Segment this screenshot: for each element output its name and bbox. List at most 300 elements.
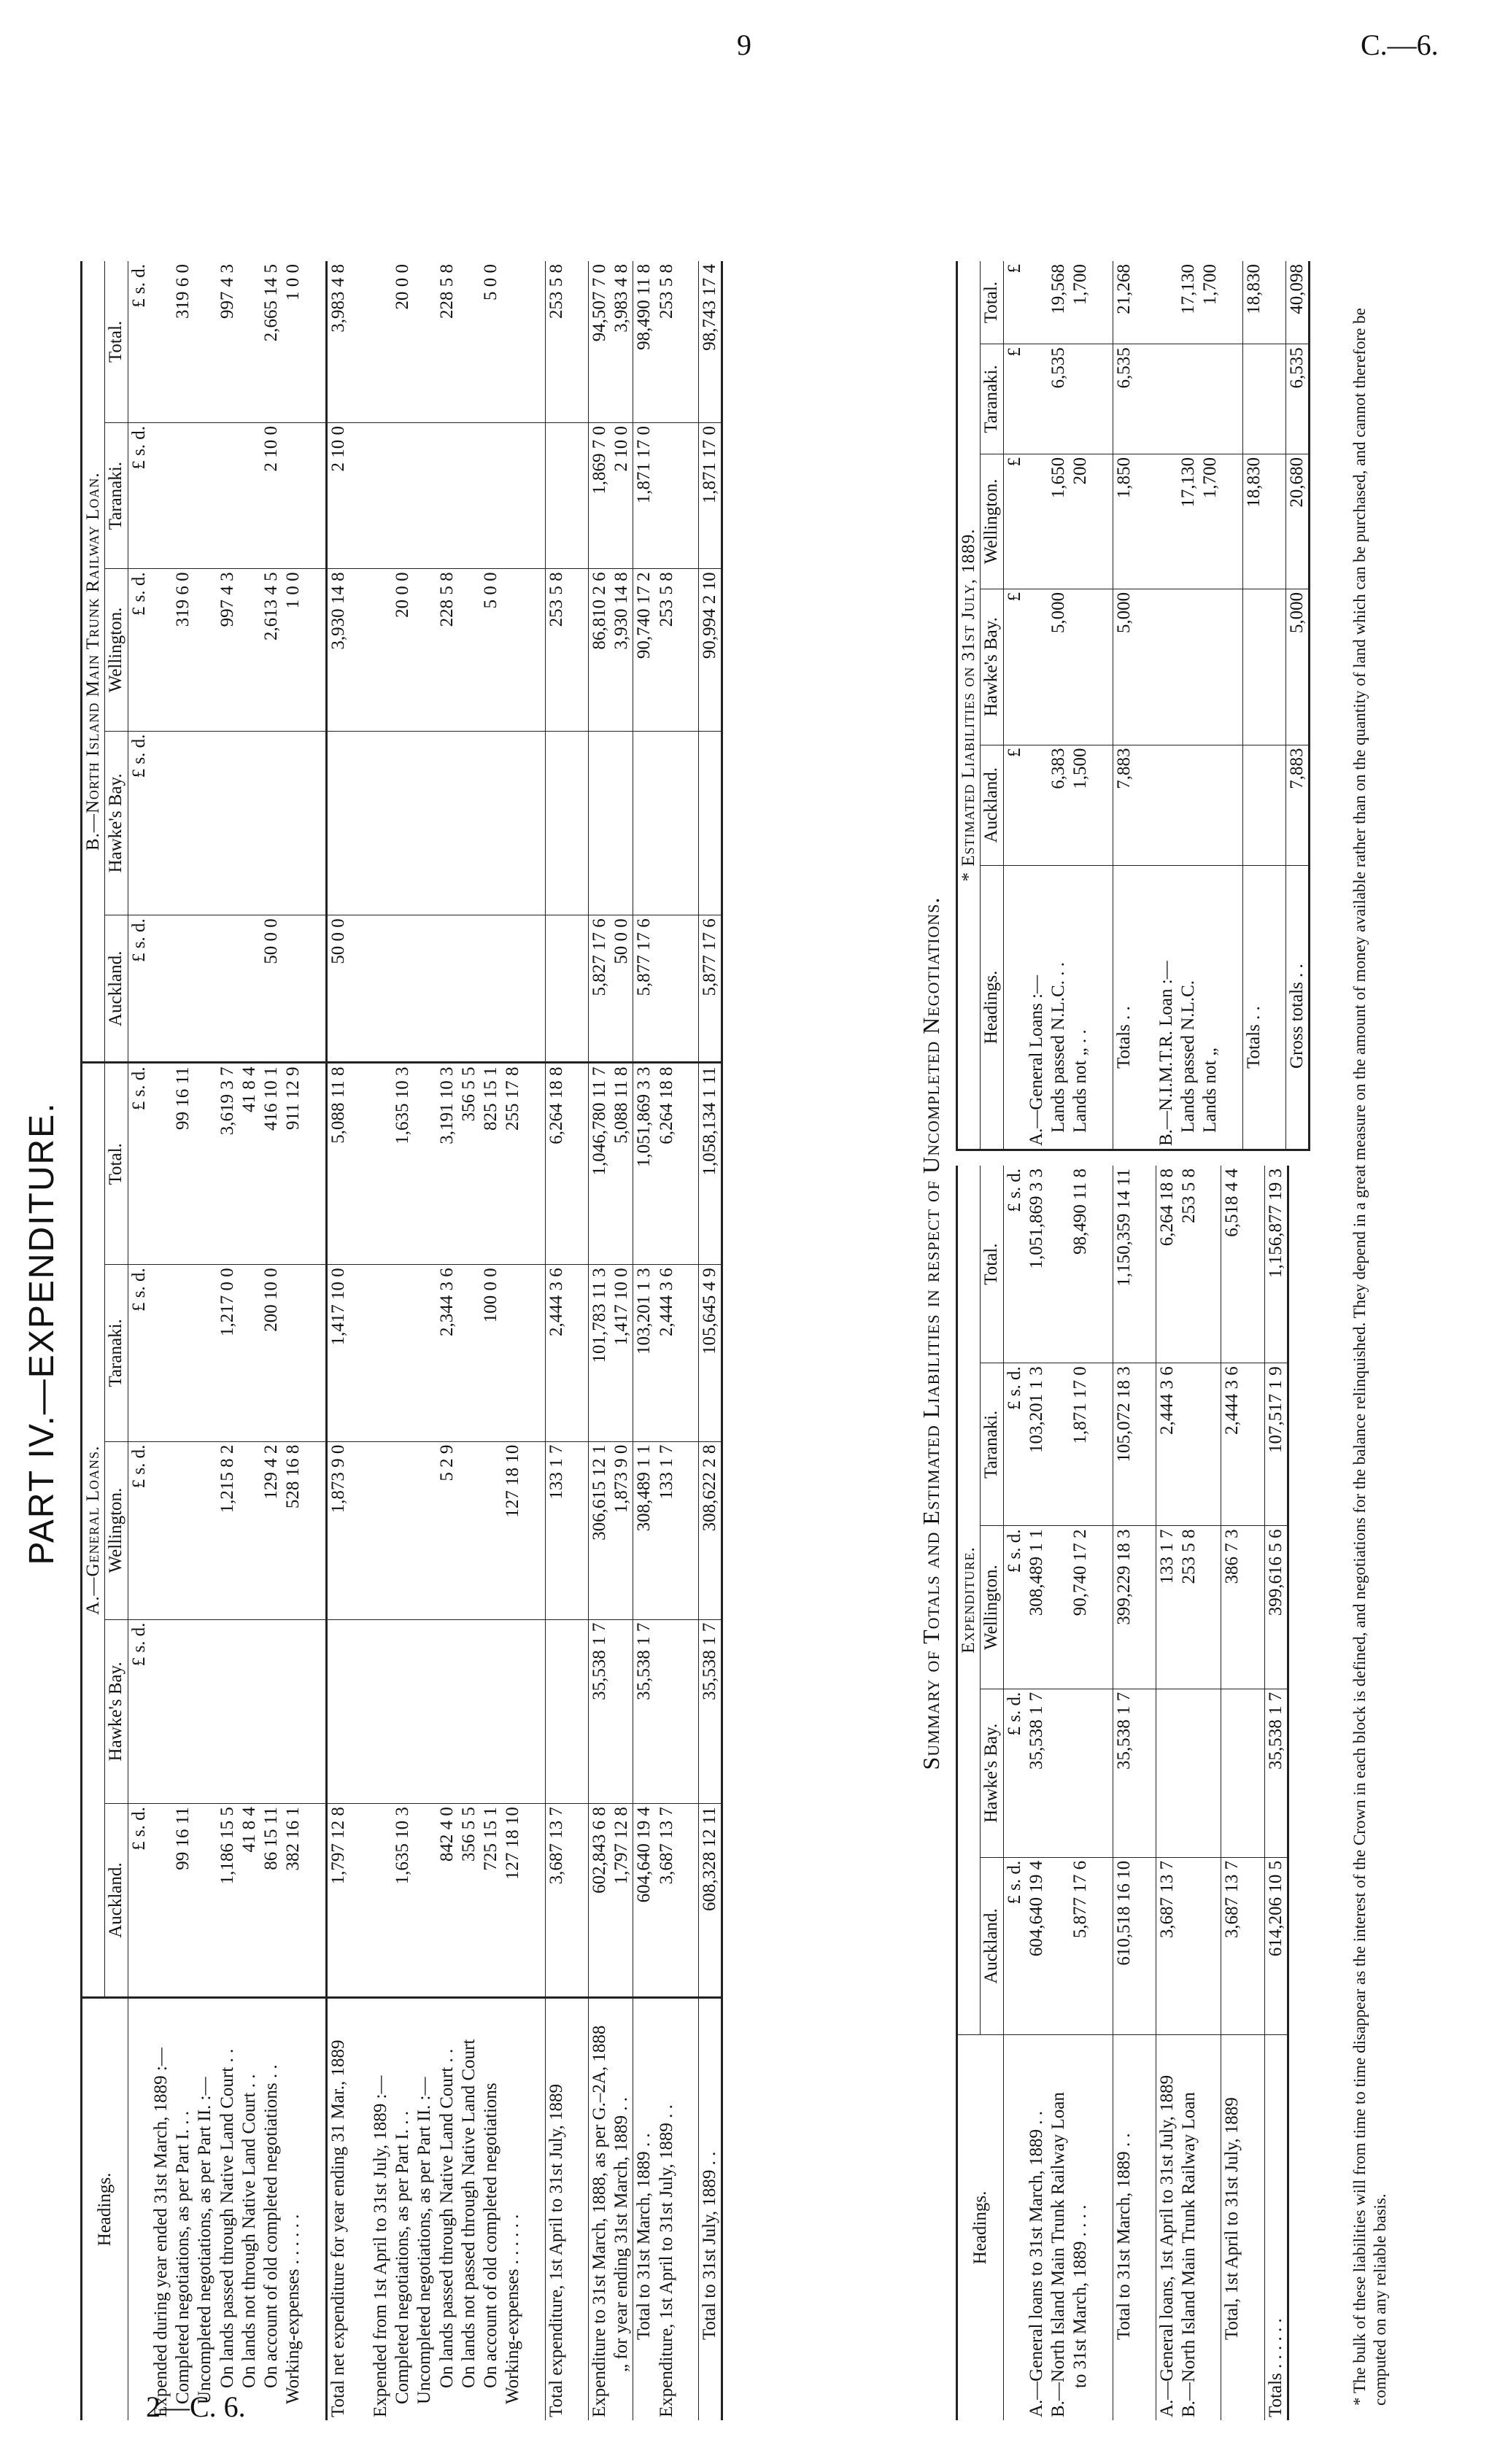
value-cell: 20 0 0 (392, 261, 414, 422)
spacer-cell (349, 569, 370, 731)
value-cell: 1,871 17 0 (698, 422, 722, 568)
value-cell: 386 7 3 (1221, 1526, 1244, 1689)
value-cell: 1 0 0 (282, 261, 304, 422)
table-row (633, 261, 656, 2420)
row-heading: Completed negotiations, as per Part I. . . (393, 2110, 412, 2404)
row-heading: A.—General loans to 31st March, 1889 . . (1026, 2110, 1046, 2417)
row-heading: Lands not „ . . (1070, 1029, 1091, 1133)
column-header-a-2: Wellington. (105, 1441, 128, 1619)
value-cell (392, 1265, 414, 1441)
spacer-cell (349, 1265, 370, 1441)
group-header-row (82, 261, 105, 2420)
row-heading: On account of old completed negotiations . . (261, 2064, 281, 2388)
liabilities-headings-header: Headings. (981, 970, 1002, 1045)
value-cell (480, 915, 502, 1063)
value-cell: 2,665 14 5 (260, 261, 282, 422)
row-heading: Working-expenses . . . . . . (503, 2214, 523, 2404)
row-heading: Total, 1st April to 31st July, 1889 (1222, 2097, 1242, 2340)
value-cell: 6,535 (1285, 344, 1309, 454)
value-cell (1070, 589, 1091, 745)
value-cell: 3,930 14 8 (611, 569, 633, 731)
value-cell (1048, 1689, 1070, 1857)
value-cell (260, 1619, 282, 1804)
table-row (1178, 1166, 1200, 2420)
row-heading: Total net expenditure for year ending 31 Mar., 1889 (328, 2039, 348, 2417)
spacer-cell (568, 422, 589, 568)
value-cell: 911 12 9 (282, 1063, 304, 1265)
column-header-a-0: Auckland. (105, 1804, 128, 1998)
table-row (1264, 1166, 1288, 2420)
value-cell (414, 915, 436, 1063)
table-row (1070, 261, 1091, 1150)
spacer-cell (1200, 1689, 1221, 1857)
value-cell (392, 731, 414, 915)
value-cell: 5,088 11 8 (326, 1063, 349, 1265)
value-cell: 604,640 19 4 (1026, 1857, 1048, 2034)
column-header-a-3: Taranaki. (105, 1265, 128, 1441)
value-cell: 133 1 7 (545, 1441, 568, 1619)
value-cell: 50 0 0 (611, 915, 633, 1063)
value-cell: 1,215 8 2 (217, 1441, 239, 1619)
value-cell (1048, 1363, 1070, 1526)
row-heading: B.—N.I.M.T.R. Loan :— (1156, 961, 1176, 1146)
value-cell (370, 569, 392, 731)
spacer-row (349, 261, 370, 2420)
value-cell (370, 261, 392, 422)
value-cell (239, 915, 260, 1063)
value-cell (502, 261, 524, 422)
spacer-cell (1092, 344, 1113, 454)
value-cell (458, 731, 480, 915)
value-cell: 35,538 1 7 (1264, 1689, 1288, 1857)
value-cell: 825 15 1 (480, 1063, 502, 1265)
unit-label: £ s. d. (128, 1804, 150, 1998)
value-cell: 6,264 18 8 (1156, 1166, 1178, 1363)
value-cell: 5,000 (1048, 589, 1070, 745)
value-cell: 1,417 10 0 (611, 1265, 633, 1441)
value-cell: 18,830 (1242, 261, 1265, 344)
value-cell (194, 422, 216, 568)
spacer-cell (678, 1619, 699, 1804)
doc-reference-bottom: 2—C. 6. (146, 2390, 246, 2423)
row-heading: On lands not passed through Native Land Court (458, 2039, 479, 2388)
value-cell (502, 422, 524, 568)
value-cell (370, 1804, 392, 1998)
spacer-cell (305, 261, 327, 422)
value-cell (414, 731, 436, 915)
spacer-cell (1222, 745, 1243, 865)
value-cell (1156, 745, 1178, 865)
table-row (194, 261, 216, 2420)
value-cell (194, 1804, 216, 1998)
value-cell: 5 0 0 (480, 261, 502, 422)
row-heading: On lands passed through Native Land Court . . (217, 2048, 237, 2388)
spacer-cell (1222, 589, 1243, 745)
page-title: PART IV.—EXPENDITURE. (23, 1101, 61, 1565)
row-heading: A.—General loans, 1st April to 31st July, 1889 (1156, 2074, 1177, 2417)
value-cell: 1,058,134 1 11 (698, 1063, 722, 1265)
value-cell: 105,645 4 9 (698, 1265, 722, 1441)
value-cell (260, 731, 282, 915)
value-cell (1048, 1857, 1070, 2034)
value-cell (436, 731, 458, 915)
value-cell (194, 1619, 216, 1804)
value-cell (194, 1441, 216, 1619)
summary-column-header: Total. (981, 1166, 1003, 1363)
value-cell (282, 1619, 304, 1804)
value-cell (1156, 454, 1178, 589)
table-row (217, 261, 239, 2420)
table-row (1026, 1166, 1048, 2420)
liabilities-column-header-row (981, 261, 1003, 1150)
table-row (1156, 261, 1178, 1150)
spacer-cell (349, 731, 370, 915)
spacer-cell (678, 1441, 699, 1619)
value-cell: 253 5 8 (656, 261, 678, 422)
spacer-row (1135, 1166, 1156, 2420)
value-cell (458, 261, 480, 422)
spacer-cell (1200, 1166, 1221, 1363)
spacer-cell (1244, 2035, 1265, 2421)
spacer-cell (1244, 1166, 1265, 1363)
value-cell: 1,873 9 0 (611, 1441, 633, 1619)
spacer-cell (1092, 1857, 1113, 2034)
unit-label: £ s. d. (128, 731, 150, 915)
value-cell (414, 1804, 436, 1998)
spacer-cell (1200, 1526, 1221, 1689)
value-cell: 5,877 17 6 (698, 915, 722, 1063)
row-heading: Totals . . (1113, 1006, 1134, 1069)
value-cell (458, 1619, 480, 1804)
value-cell (1026, 454, 1048, 589)
spacer-cell (305, 1804, 327, 1998)
value-cell: 18,830 (1242, 454, 1265, 589)
value-cell: 3,191 10 3 (436, 1063, 458, 1265)
table-row (656, 261, 678, 2420)
value-cell (1242, 589, 1265, 745)
spacer-row (1200, 1166, 1221, 2420)
unit-spacer (1003, 866, 1026, 1150)
value-cell (1178, 1363, 1200, 1526)
spacer-cell (568, 731, 589, 915)
value-cell: 253 5 8 (656, 569, 678, 731)
value-cell (1199, 344, 1221, 454)
spacer-cell (568, 569, 589, 731)
unit-label: £ s. d. (128, 261, 150, 422)
row-heading: On lands not through Native Land Court . . (239, 2074, 259, 2388)
value-cell (1242, 745, 1265, 865)
value-cell: 90,740 17 2 (633, 569, 656, 731)
liabilities-group-header-row (957, 261, 981, 1150)
value-cell: 602,843 6 8 (588, 1804, 611, 1998)
spacer-cell (1135, 1689, 1156, 1857)
unit-spacer (128, 1998, 150, 2421)
spacer-cell (1092, 2035, 1113, 2421)
value-cell: 6,518 4 4 (1221, 1166, 1244, 1363)
table-row (1178, 261, 1199, 1150)
table-row (588, 261, 611, 2420)
row-heading: Expenditure to 31st March, 1888, as per G.–2A, 1888 (589, 2025, 609, 2417)
value-cell (1026, 261, 1048, 344)
spacer-cell (349, 261, 370, 422)
row-heading: Uncompleted negotiations, as per Part II. :— (414, 2077, 435, 2404)
value-cell: 399,616 5 6 (1264, 1526, 1288, 1689)
spacer-cell (678, 1265, 699, 1441)
unit-label: £ (1003, 454, 1026, 589)
value-cell: 40,098 (1285, 261, 1309, 344)
value-cell (633, 731, 656, 915)
value-cell (1070, 1689, 1091, 1857)
spacer-cell (525, 1441, 546, 1619)
spacer-cell (568, 1619, 589, 1804)
spacer-cell (1092, 454, 1113, 589)
value-cell: 1,186 15 5 (217, 1804, 239, 1998)
estimated-liabilities-table (956, 261, 1310, 1151)
value-cell: 356 5 5 (458, 1804, 480, 1998)
value-cell (458, 1265, 480, 1441)
value-cell: 5,000 (1285, 589, 1309, 745)
unit-label: £ s. d. (1003, 1166, 1026, 1363)
value-cell (656, 731, 678, 915)
spacer-cell (568, 1441, 589, 1619)
value-cell (1156, 1689, 1178, 1857)
value-cell (370, 422, 392, 568)
value-cell: 5 2 9 (436, 1441, 458, 1619)
table-row (502, 261, 524, 2420)
spacer-cell (568, 261, 589, 422)
value-cell: 306,615 12 1 (588, 1441, 611, 1619)
value-cell (239, 569, 260, 731)
value-cell: 20 0 0 (392, 569, 414, 731)
spacer-row (1244, 1166, 1265, 2420)
spacer-row (1135, 261, 1156, 1150)
column-header-a-1: Hawke's Bay. (105, 1619, 128, 1804)
spacer-cell (1092, 1363, 1113, 1526)
spacer-cell (525, 915, 546, 1063)
value-cell (480, 1441, 502, 1619)
value-cell: 1,869 7 0 (588, 422, 611, 568)
value-cell: 997 4 3 (217, 261, 239, 422)
value-cell: 99 16 11 (172, 1804, 194, 1998)
spacer-cell (305, 422, 327, 568)
spacer-cell (525, 1619, 546, 1804)
spacer-cell (568, 1265, 589, 1441)
value-cell: 528 16 8 (282, 1441, 304, 1619)
value-cell (172, 915, 194, 1063)
value-cell (370, 1063, 392, 1265)
value-cell (611, 731, 633, 915)
spacer-cell (1135, 454, 1156, 589)
value-cell (656, 915, 678, 1063)
value-cell (1026, 589, 1048, 745)
value-cell (217, 422, 239, 568)
value-cell (1242, 344, 1265, 454)
value-cell (1221, 1689, 1244, 1857)
value-cell (436, 915, 458, 1063)
unit-label: £ (1003, 261, 1026, 344)
spacer-cell (349, 1063, 370, 1265)
summary-column-header: Auckland. (981, 1857, 1003, 2034)
value-cell: 253 5 8 (545, 569, 568, 731)
spacer-cell (525, 261, 546, 422)
spacer-row (568, 261, 589, 2420)
value-cell (150, 1265, 172, 1441)
value-cell (1199, 589, 1221, 745)
summary-body (1003, 1166, 1288, 2420)
value-cell: 610,518 16 10 (1113, 1857, 1135, 2034)
table-row (1048, 1166, 1070, 2420)
value-cell (502, 1265, 524, 1441)
spacer-cell (1222, 866, 1243, 1150)
value-cell (414, 1441, 436, 1619)
page-number: 9 (737, 28, 751, 61)
spacer-cell (678, 1998, 699, 2421)
unit-row (1003, 1166, 1026, 2420)
value-cell: 2,613 4 5 (260, 569, 282, 731)
value-cell: 1,850 (1113, 454, 1135, 589)
value-cell: 98,743 17 4 (698, 261, 722, 422)
value-cell (217, 915, 239, 1063)
value-cell: 6,535 (1113, 344, 1135, 454)
table-row (436, 261, 458, 2420)
value-cell: 253 5 8 (1178, 1166, 1200, 1363)
liabilities-column-header: Auckland. (981, 745, 1003, 865)
value-cell (194, 915, 216, 1063)
value-cell (239, 731, 260, 915)
value-cell: 99 16 11 (172, 1063, 194, 1265)
value-cell: 3,983 4 8 (326, 261, 349, 422)
table-row (1221, 1166, 1244, 2420)
value-cell (194, 569, 216, 731)
row-heading: Totals . . . . . . (1265, 2318, 1285, 2417)
value-cell (370, 1265, 392, 1441)
value-cell: 228 5 8 (436, 569, 458, 731)
spacer-cell (305, 569, 327, 731)
value-cell: 3,687 13 7 (1221, 1857, 1244, 2034)
value-cell: 2 10 0 (260, 422, 282, 568)
value-cell (414, 1265, 436, 1441)
spacer-cell (1135, 261, 1156, 344)
value-cell: 1,650 (1048, 454, 1070, 589)
value-cell: 1,156,877 19 3 (1264, 1166, 1288, 1363)
table-row (1242, 261, 1265, 1150)
unit-label: £ (1003, 745, 1026, 865)
value-cell: 1,217 0 0 (217, 1265, 239, 1441)
column-header-b-3: Taranaki. (105, 422, 128, 568)
expenditure-table (80, 261, 723, 2420)
value-cell (1178, 745, 1199, 865)
unit-label: £ s. d. (128, 422, 150, 568)
value-cell (194, 1265, 216, 1441)
value-cell (414, 422, 436, 568)
value-cell (172, 422, 194, 568)
value-cell: 21,268 (1113, 261, 1135, 344)
table-row (1113, 261, 1135, 1150)
unit-label: £ s. d. (128, 1619, 150, 1804)
spacer-row (525, 261, 546, 2420)
value-cell: 94,507 7 0 (588, 261, 611, 422)
value-cell (370, 1619, 392, 1804)
value-cell: 17,130 (1178, 454, 1199, 589)
value-cell: 90,994 2 10 (698, 569, 722, 731)
value-cell (1156, 589, 1178, 745)
value-cell (698, 731, 722, 915)
value-cell (436, 422, 458, 568)
spacer-row (1222, 261, 1243, 1150)
value-cell: 50 0 0 (260, 915, 282, 1063)
table-row (698, 261, 722, 2420)
value-cell (150, 1441, 172, 1619)
value-cell (194, 1063, 216, 1265)
value-cell: 19,568 (1048, 261, 1070, 344)
value-cell: 6,535 (1048, 344, 1070, 454)
value-cell (392, 1441, 414, 1619)
spacer-cell (568, 1998, 589, 2421)
spacer-cell (678, 731, 699, 915)
table-row (1026, 261, 1048, 1150)
unit-label: £ s. d. (1003, 1526, 1026, 1689)
spacer-cell (349, 915, 370, 1063)
row-heading: Total expenditure, 1st April to 31st July, 1889 (546, 2083, 566, 2417)
value-cell: 133 1 7 (656, 1441, 678, 1619)
value-cell (588, 731, 611, 915)
value-cell (502, 731, 524, 915)
spacer-cell (1200, 1363, 1221, 1526)
table-row (370, 261, 392, 2420)
row-heading: „ for year ending 31st March, 1889 . . (611, 2097, 631, 2372)
spacer-cell (305, 1619, 327, 1804)
rotated-page (0, 203, 1437, 2464)
value-cell: 2,444 3 6 (1156, 1363, 1178, 1526)
value-cell (370, 915, 392, 1063)
spacer-cell (1265, 589, 1286, 745)
row-heading: Gross totals . . (1286, 964, 1307, 1069)
spacer-cell (568, 1804, 589, 1998)
spacer-cell (1265, 261, 1286, 344)
value-cell: 86 15 11 (260, 1804, 282, 1998)
value-cell: 5,000 (1113, 589, 1135, 745)
summary-title: Summary of Totals and Estimated Liabilities in respect of Uncompleted Negotiations. (918, 896, 944, 1770)
unit-spacer (1003, 2035, 1026, 2421)
expenditure-body (128, 261, 722, 2420)
value-cell (150, 731, 172, 915)
table-row (1156, 1166, 1178, 2420)
unit-label: £ s. d. (1003, 1689, 1026, 1857)
value-cell: 1,051,869 3 3 (633, 1063, 656, 1265)
value-cell: 98,490 11 8 (633, 261, 656, 422)
spacer-row (678, 261, 699, 2420)
table-row (282, 261, 304, 2420)
value-cell: 399,229 18 3 (1113, 1526, 1135, 1689)
value-cell: 842 4 0 (436, 1804, 458, 1998)
spacer-cell (305, 731, 327, 915)
liabilities-body (1003, 261, 1310, 1150)
row-heading: Total to 31st July, 1889 . . (699, 2151, 719, 2340)
spacer-cell (1135, 1526, 1156, 1689)
value-cell: 17,130 (1178, 261, 1199, 344)
value-cell (1156, 261, 1178, 344)
liabilities-column-header: Wellington. (981, 454, 1003, 589)
row-heading: On account of old completed negotiations (481, 2083, 500, 2388)
value-cell (150, 1619, 172, 1804)
spacer-cell (1244, 1526, 1265, 1689)
value-cell: 1,635 10 3 (392, 1063, 414, 1265)
value-cell (414, 569, 436, 731)
row-heading: Expended during year ended 31st March, 1889 :— (150, 2047, 171, 2417)
value-cell: 416 10 1 (260, 1063, 282, 1265)
value-cell (392, 915, 414, 1063)
table-row (1070, 1166, 1091, 2420)
